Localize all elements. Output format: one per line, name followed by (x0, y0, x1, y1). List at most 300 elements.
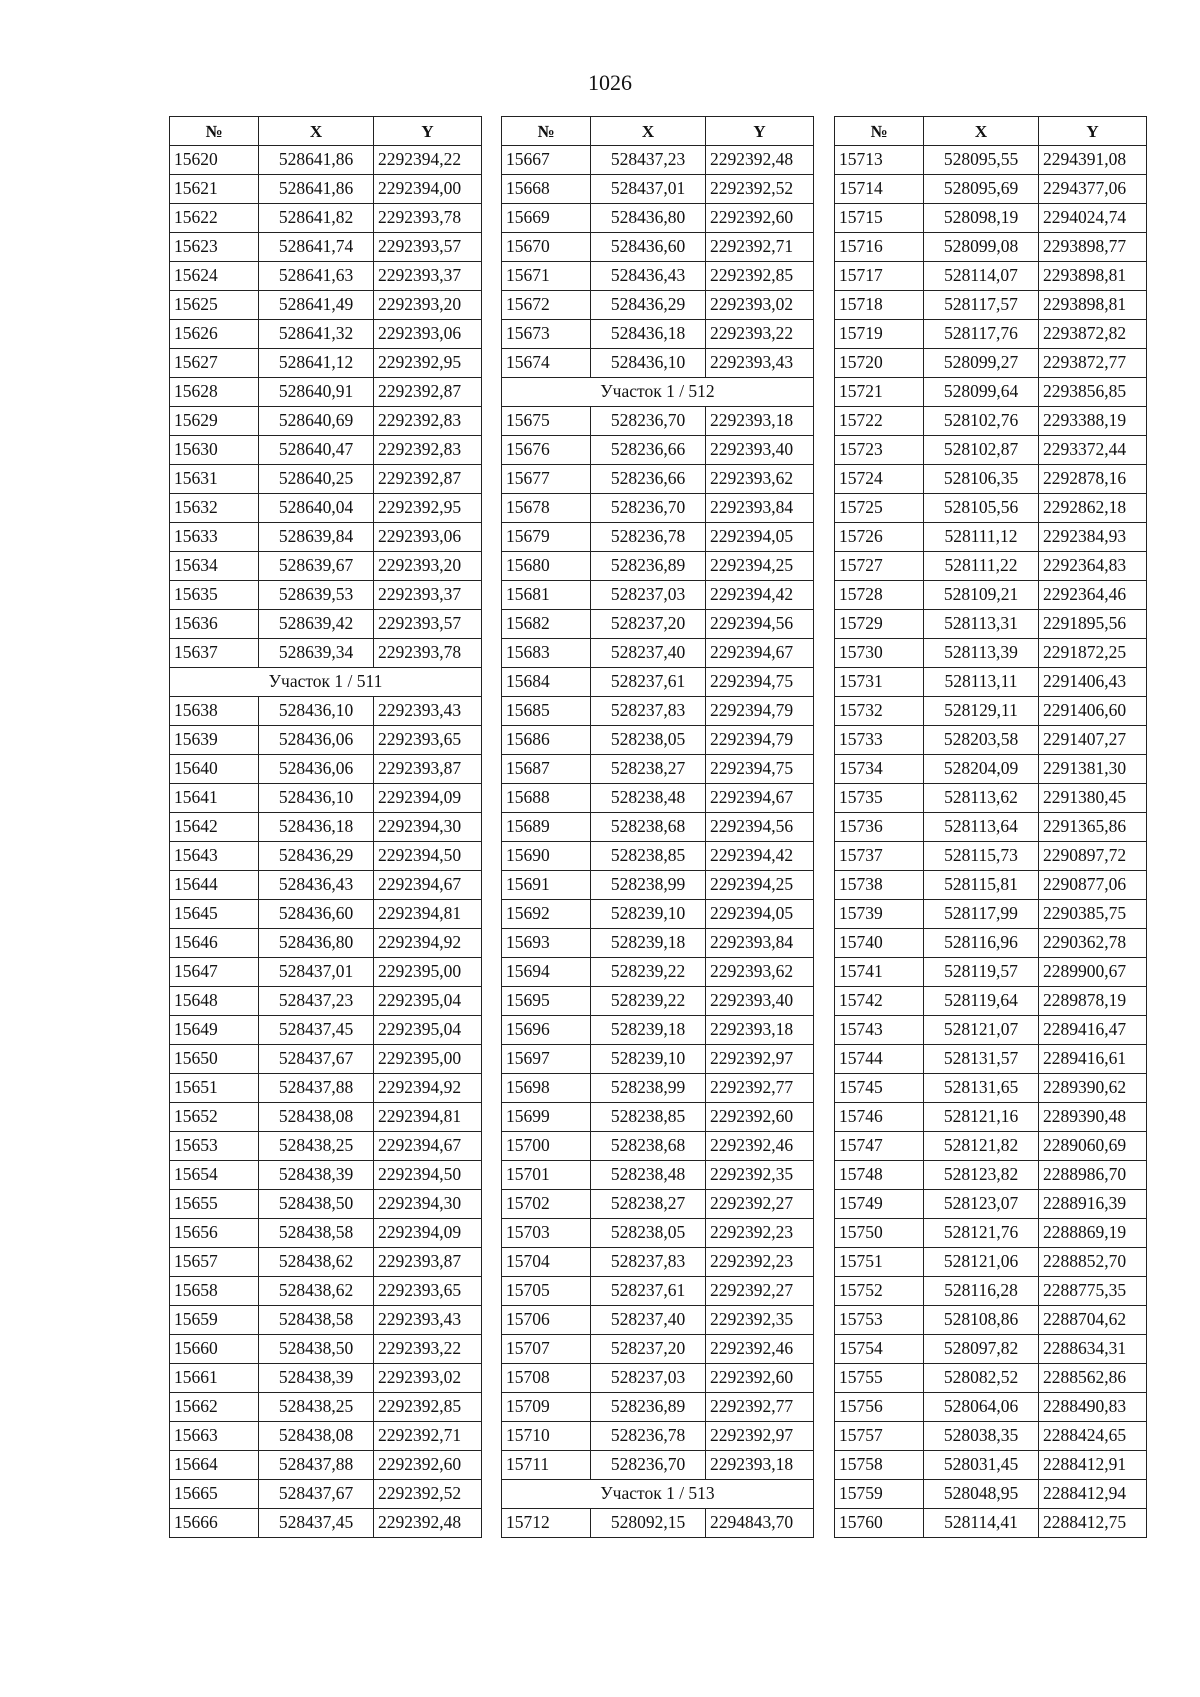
table-row (170, 697, 482, 726)
point-number-cell: 15656 (170, 1219, 259, 1248)
y-coordinate-cell: 2291406,60 (1039, 697, 1147, 726)
x-coordinate-cell: 528109,21 (924, 581, 1039, 610)
x-coordinate-cell: 528639,34 (259, 639, 374, 668)
point-number-cell: 15688 (502, 784, 591, 813)
x-coordinate-cell: 528236,66 (591, 465, 706, 494)
table-row (170, 900, 482, 929)
point-number-cell: 15682 (502, 610, 591, 639)
y-coordinate-cell: 2292393,22 (706, 320, 814, 349)
point-number-cell: 15635 (170, 581, 259, 610)
table-row (835, 871, 1147, 900)
y-coordinate-cell: 2290877,06 (1039, 871, 1147, 900)
x-coordinate-cell: 528438,62 (259, 1248, 374, 1277)
x-coordinate-cell: 528438,50 (259, 1335, 374, 1364)
point-number-cell: 15717 (835, 262, 924, 291)
table-row (502, 1248, 814, 1277)
table-row (835, 1045, 1147, 1074)
point-number-cell: 15623 (170, 233, 259, 262)
point-number-cell: 15702 (502, 1190, 591, 1219)
point-number-cell: 15629 (170, 407, 259, 436)
y-coordinate-cell: 2288490,83 (1039, 1393, 1147, 1422)
table-row (502, 639, 814, 668)
x-coordinate-cell: 528237,83 (591, 697, 706, 726)
x-coordinate-cell: 528238,48 (591, 784, 706, 813)
table-row (170, 987, 482, 1016)
point-number-cell: 15679 (502, 523, 591, 552)
x-coordinate-cell: 528031,45 (924, 1451, 1039, 1480)
y-coordinate-cell: 2292393,18 (706, 1016, 814, 1045)
x-coordinate-cell: 528121,82 (924, 1132, 1039, 1161)
y-coordinate-cell: 2292393,43 (374, 697, 482, 726)
table-row (502, 1509, 814, 1538)
table-row (170, 639, 482, 668)
point-number-cell: 15753 (835, 1306, 924, 1335)
section-row (170, 668, 482, 697)
table-row (170, 1422, 482, 1451)
y-coordinate-cell: 2294843,70 (706, 1509, 814, 1538)
x-coordinate-cell: 528641,86 (259, 146, 374, 175)
x-coordinate-cell: 528113,39 (924, 639, 1039, 668)
y-coordinate-cell: 2292394,67 (706, 639, 814, 668)
y-coordinate-cell: 2289390,48 (1039, 1103, 1147, 1132)
table-row (835, 262, 1147, 291)
point-number-cell: 15737 (835, 842, 924, 871)
point-number-cell: 15708 (502, 1364, 591, 1393)
y-coordinate-cell: 2292392,60 (706, 1103, 814, 1132)
table-row (835, 233, 1147, 262)
table-row (502, 813, 814, 842)
x-coordinate-cell: 528048,95 (924, 1480, 1039, 1509)
y-coordinate-cell: 2288424,65 (1039, 1422, 1147, 1451)
x-coordinate-cell: 528108,86 (924, 1306, 1039, 1335)
y-coordinate-cell: 2292392,97 (706, 1422, 814, 1451)
point-number-cell: 15728 (835, 581, 924, 610)
section-title: Участок 1 / 511 (170, 668, 482, 697)
x-coordinate-cell: 528239,22 (591, 958, 706, 987)
point-number-cell: 15672 (502, 291, 591, 320)
point-number-cell: 15715 (835, 204, 924, 233)
point-number-cell: 15632 (170, 494, 259, 523)
section-row (502, 378, 814, 407)
table-row (835, 929, 1147, 958)
table-row (835, 1161, 1147, 1190)
table-row (502, 1103, 814, 1132)
point-number-cell: 15639 (170, 726, 259, 755)
table-row (170, 407, 482, 436)
point-number-cell: 15685 (502, 697, 591, 726)
coordinates-table-3 (834, 116, 1147, 1538)
point-number-cell: 15713 (835, 146, 924, 175)
coordinates-table-1 (169, 116, 482, 1538)
y-coordinate-cell: 2292393,65 (374, 1277, 482, 1306)
table-row (170, 523, 482, 552)
x-coordinate-cell: 528639,84 (259, 523, 374, 552)
column-header-number: № (502, 117, 591, 146)
point-number-cell: 15759 (835, 1480, 924, 1509)
y-coordinate-cell: 2292394,05 (706, 900, 814, 929)
point-number-cell: 15648 (170, 987, 259, 1016)
x-coordinate-cell: 528119,57 (924, 958, 1039, 987)
y-coordinate-cell: 2292393,84 (706, 494, 814, 523)
table-row (835, 987, 1147, 1016)
y-coordinate-cell: 2294377,06 (1039, 175, 1147, 204)
table-row (170, 726, 482, 755)
y-coordinate-cell: 2293388,19 (1039, 407, 1147, 436)
table-row (835, 610, 1147, 639)
y-coordinate-cell: 2292393,37 (374, 581, 482, 610)
table-row (170, 1045, 482, 1074)
x-coordinate-cell: 528115,73 (924, 842, 1039, 871)
point-number-cell: 15698 (502, 1074, 591, 1103)
table-row (835, 523, 1147, 552)
x-coordinate-cell: 528641,86 (259, 175, 374, 204)
x-coordinate-cell: 528099,27 (924, 349, 1039, 378)
x-coordinate-cell: 528436,29 (259, 842, 374, 871)
x-coordinate-cell: 528437,88 (259, 1074, 374, 1103)
y-coordinate-cell: 2290362,78 (1039, 929, 1147, 958)
point-number-cell: 15684 (502, 668, 591, 697)
x-coordinate-cell: 528119,64 (924, 987, 1039, 1016)
table-header-row (170, 117, 482, 146)
table-row (170, 291, 482, 320)
x-coordinate-cell: 528640,25 (259, 465, 374, 494)
x-coordinate-cell: 528116,28 (924, 1277, 1039, 1306)
point-number-cell: 15718 (835, 291, 924, 320)
point-number-cell: 15751 (835, 1248, 924, 1277)
table-row (170, 1335, 482, 1364)
y-coordinate-cell: 2292392,85 (706, 262, 814, 291)
table-row (170, 610, 482, 639)
x-coordinate-cell: 528640,91 (259, 378, 374, 407)
x-coordinate-cell: 528117,57 (924, 291, 1039, 320)
point-number-cell: 15649 (170, 1016, 259, 1045)
point-number-cell: 15636 (170, 610, 259, 639)
y-coordinate-cell: 2293372,44 (1039, 436, 1147, 465)
y-coordinate-cell: 2294024,74 (1039, 204, 1147, 233)
table-row (502, 842, 814, 871)
x-coordinate-cell: 528436,80 (591, 204, 706, 233)
y-coordinate-cell: 2289416,61 (1039, 1045, 1147, 1074)
x-coordinate-cell: 528436,80 (259, 929, 374, 958)
x-coordinate-cell: 528640,04 (259, 494, 374, 523)
point-number-cell: 15625 (170, 291, 259, 320)
x-coordinate-cell: 528238,05 (591, 726, 706, 755)
x-coordinate-cell: 528640,69 (259, 407, 374, 436)
y-coordinate-cell: 2292394,42 (706, 581, 814, 610)
point-number-cell: 15755 (835, 1364, 924, 1393)
y-coordinate-cell: 2288775,35 (1039, 1277, 1147, 1306)
point-number-cell: 15691 (502, 871, 591, 900)
point-number-cell: 15692 (502, 900, 591, 929)
y-coordinate-cell: 2292392,95 (374, 494, 482, 523)
point-number-cell: 15654 (170, 1161, 259, 1190)
point-number-cell: 15742 (835, 987, 924, 1016)
point-number-cell: 15714 (835, 175, 924, 204)
x-coordinate-cell: 528438,25 (259, 1132, 374, 1161)
table-row (835, 291, 1147, 320)
point-number-cell: 15644 (170, 871, 259, 900)
x-coordinate-cell: 528236,66 (591, 436, 706, 465)
point-number-cell: 15726 (835, 523, 924, 552)
point-number-cell: 15696 (502, 1016, 591, 1045)
table-row (502, 146, 814, 175)
x-coordinate-cell: 528238,99 (591, 1074, 706, 1103)
y-coordinate-cell: 2288704,62 (1039, 1306, 1147, 1335)
y-coordinate-cell: 2292392,48 (706, 146, 814, 175)
table-row (835, 581, 1147, 610)
y-coordinate-cell: 2292392,46 (706, 1132, 814, 1161)
x-coordinate-cell: 528438,25 (259, 1393, 374, 1422)
table-row (502, 291, 814, 320)
table-row (835, 1074, 1147, 1103)
point-number-cell: 15701 (502, 1161, 591, 1190)
point-number-cell: 15745 (835, 1074, 924, 1103)
x-coordinate-cell: 528436,60 (591, 233, 706, 262)
table-row (835, 1335, 1147, 1364)
y-coordinate-cell: 2292393,02 (706, 291, 814, 320)
table-row (835, 1364, 1147, 1393)
x-coordinate-cell: 528097,82 (924, 1335, 1039, 1364)
point-number-cell: 15661 (170, 1364, 259, 1393)
table-row (502, 697, 814, 726)
table-row (502, 1074, 814, 1103)
x-coordinate-cell: 528237,20 (591, 1335, 706, 1364)
x-coordinate-cell: 528236,78 (591, 1422, 706, 1451)
point-number-cell: 15651 (170, 1074, 259, 1103)
x-coordinate-cell: 528102,87 (924, 436, 1039, 465)
y-coordinate-cell: 2288634,31 (1039, 1335, 1147, 1364)
point-number-cell: 15676 (502, 436, 591, 465)
table-row (502, 1219, 814, 1248)
point-number-cell: 15749 (835, 1190, 924, 1219)
y-coordinate-cell: 2292393,62 (706, 465, 814, 494)
table-row (170, 958, 482, 987)
point-number-cell: 15707 (502, 1335, 591, 1364)
point-number-cell: 15670 (502, 233, 591, 262)
table-row (835, 842, 1147, 871)
x-coordinate-cell: 528114,07 (924, 262, 1039, 291)
x-coordinate-cell: 528436,43 (591, 262, 706, 291)
x-coordinate-cell: 528121,07 (924, 1016, 1039, 1045)
y-coordinate-cell: 2292394,81 (374, 1103, 482, 1132)
table-header-row (835, 117, 1147, 146)
x-coordinate-cell: 528113,11 (924, 668, 1039, 697)
coordinates-table-2 (501, 116, 814, 1538)
point-number-cell: 15741 (835, 958, 924, 987)
x-coordinate-cell: 528236,70 (591, 407, 706, 436)
x-coordinate-cell: 528237,03 (591, 1364, 706, 1393)
point-number-cell: 15677 (502, 465, 591, 494)
y-coordinate-cell: 2291380,45 (1039, 784, 1147, 813)
table-row (502, 784, 814, 813)
x-coordinate-cell: 528237,40 (591, 639, 706, 668)
table-row (502, 407, 814, 436)
point-number-cell: 15662 (170, 1393, 259, 1422)
x-coordinate-cell: 528238,99 (591, 871, 706, 900)
x-coordinate-cell: 528102,76 (924, 407, 1039, 436)
x-coordinate-cell: 528641,49 (259, 291, 374, 320)
y-coordinate-cell: 2292393,20 (374, 552, 482, 581)
table-row (835, 813, 1147, 842)
x-coordinate-cell: 528640,47 (259, 436, 374, 465)
y-coordinate-cell: 2292395,00 (374, 958, 482, 987)
y-coordinate-cell: 2292392,52 (374, 1480, 482, 1509)
table-row (835, 146, 1147, 175)
point-number-cell: 15631 (170, 465, 259, 494)
table-row (502, 436, 814, 465)
point-number-cell: 15678 (502, 494, 591, 523)
y-coordinate-cell: 2288916,39 (1039, 1190, 1147, 1219)
y-coordinate-cell: 2292394,81 (374, 900, 482, 929)
table-row (170, 349, 482, 378)
table-row (502, 465, 814, 494)
x-coordinate-cell: 528438,08 (259, 1422, 374, 1451)
point-number-cell: 15722 (835, 407, 924, 436)
point-number-cell: 15727 (835, 552, 924, 581)
y-coordinate-cell: 2292364,46 (1039, 581, 1147, 610)
point-number-cell: 15680 (502, 552, 591, 581)
point-number-cell: 15663 (170, 1422, 259, 1451)
table-row (170, 262, 482, 291)
x-coordinate-cell: 528236,89 (591, 552, 706, 581)
y-coordinate-cell: 2292394,75 (706, 668, 814, 697)
point-number-cell: 15704 (502, 1248, 591, 1277)
table-row (835, 320, 1147, 349)
table-row (502, 320, 814, 349)
point-number-cell: 15667 (502, 146, 591, 175)
table-row (835, 1422, 1147, 1451)
y-coordinate-cell: 2292393,87 (374, 755, 482, 784)
x-coordinate-cell: 528117,76 (924, 320, 1039, 349)
table-row (835, 407, 1147, 436)
y-coordinate-cell: 2288412,91 (1039, 1451, 1147, 1480)
section-row (502, 1480, 814, 1509)
table-row (502, 610, 814, 639)
table-row (835, 668, 1147, 697)
x-coordinate-cell: 528438,08 (259, 1103, 374, 1132)
x-coordinate-cell: 528099,64 (924, 378, 1039, 407)
x-coordinate-cell: 528238,27 (591, 1190, 706, 1219)
y-coordinate-cell: 2293898,81 (1039, 262, 1147, 291)
y-coordinate-cell: 2291872,25 (1039, 639, 1147, 668)
table-row (502, 262, 814, 291)
table-row (835, 1248, 1147, 1277)
y-coordinate-cell: 2292392,85 (374, 1393, 482, 1422)
table-row (502, 1335, 814, 1364)
y-coordinate-cell: 2292394,09 (374, 1219, 482, 1248)
point-number-cell: 15734 (835, 755, 924, 784)
point-number-cell: 15736 (835, 813, 924, 842)
x-coordinate-cell: 528121,76 (924, 1219, 1039, 1248)
y-coordinate-cell: 2292393,02 (374, 1364, 482, 1393)
table-row (170, 1306, 482, 1335)
table-row (835, 1103, 1147, 1132)
y-coordinate-cell: 2292392,87 (374, 465, 482, 494)
point-number-cell: 15747 (835, 1132, 924, 1161)
y-coordinate-cell: 2292878,16 (1039, 465, 1147, 494)
x-coordinate-cell: 528436,29 (591, 291, 706, 320)
y-coordinate-cell: 2292392,87 (374, 378, 482, 407)
y-coordinate-cell: 2292392,83 (374, 436, 482, 465)
x-coordinate-cell: 528436,18 (259, 813, 374, 842)
y-coordinate-cell: 2292394,30 (374, 813, 482, 842)
table-row (835, 1306, 1147, 1335)
point-number-cell: 15709 (502, 1393, 591, 1422)
point-number-cell: 15733 (835, 726, 924, 755)
y-coordinate-cell: 2292395,00 (374, 1045, 482, 1074)
y-coordinate-cell: 2289390,62 (1039, 1074, 1147, 1103)
point-number-cell: 15630 (170, 436, 259, 465)
x-coordinate-cell: 528095,55 (924, 146, 1039, 175)
point-number-cell: 15724 (835, 465, 924, 494)
y-coordinate-cell: 2292392,77 (706, 1074, 814, 1103)
y-coordinate-cell: 2292393,43 (374, 1306, 482, 1335)
x-coordinate-cell: 528438,58 (259, 1219, 374, 1248)
table-row (835, 1190, 1147, 1219)
y-coordinate-cell: 2292392,60 (706, 204, 814, 233)
y-coordinate-cell: 2292394,56 (706, 813, 814, 842)
table-row (502, 1393, 814, 1422)
x-coordinate-cell: 528121,06 (924, 1248, 1039, 1277)
x-coordinate-cell: 528639,53 (259, 581, 374, 610)
point-number-cell: 15633 (170, 523, 259, 552)
y-coordinate-cell: 2292394,92 (374, 929, 482, 958)
table-row (170, 436, 482, 465)
y-coordinate-cell: 2292393,40 (706, 436, 814, 465)
x-coordinate-cell: 528238,48 (591, 1161, 706, 1190)
x-coordinate-cell: 528436,43 (259, 871, 374, 900)
point-number-cell: 15754 (835, 1335, 924, 1364)
point-number-cell: 15658 (170, 1277, 259, 1306)
table-row (502, 1306, 814, 1335)
table-row (835, 1132, 1147, 1161)
y-coordinate-cell: 2292394,22 (374, 146, 482, 175)
y-coordinate-cell: 2291365,86 (1039, 813, 1147, 842)
table-row (170, 1103, 482, 1132)
table-row (835, 697, 1147, 726)
x-coordinate-cell: 528117,99 (924, 900, 1039, 929)
y-coordinate-cell: 2292392,60 (374, 1451, 482, 1480)
column-header-number: № (170, 117, 259, 146)
table-row (170, 175, 482, 204)
y-coordinate-cell: 2292392,23 (706, 1219, 814, 1248)
x-coordinate-cell: 528436,06 (259, 755, 374, 784)
x-coordinate-cell: 528437,23 (259, 987, 374, 1016)
y-coordinate-cell: 2292394,92 (374, 1074, 482, 1103)
table-row (170, 552, 482, 581)
point-number-cell: 15643 (170, 842, 259, 871)
table-row (170, 1161, 482, 1190)
point-number-cell: 15660 (170, 1335, 259, 1364)
point-number-cell: 15683 (502, 639, 591, 668)
x-coordinate-cell: 528237,61 (591, 668, 706, 697)
point-number-cell: 15650 (170, 1045, 259, 1074)
y-coordinate-cell: 2292862,18 (1039, 494, 1147, 523)
column-header-number: № (835, 117, 924, 146)
point-number-cell: 15731 (835, 668, 924, 697)
x-coordinate-cell: 528115,81 (924, 871, 1039, 900)
y-coordinate-cell: 2289878,19 (1039, 987, 1147, 1016)
y-coordinate-cell: 2292393,43 (706, 349, 814, 378)
page-number: 1026 (588, 70, 632, 95)
table-row (835, 494, 1147, 523)
point-number-cell: 15746 (835, 1103, 924, 1132)
point-number-cell: 15638 (170, 697, 259, 726)
table-row (502, 523, 814, 552)
table-row (502, 929, 814, 958)
y-coordinate-cell: 2290385,75 (1039, 900, 1147, 929)
x-coordinate-cell: 528238,27 (591, 755, 706, 784)
